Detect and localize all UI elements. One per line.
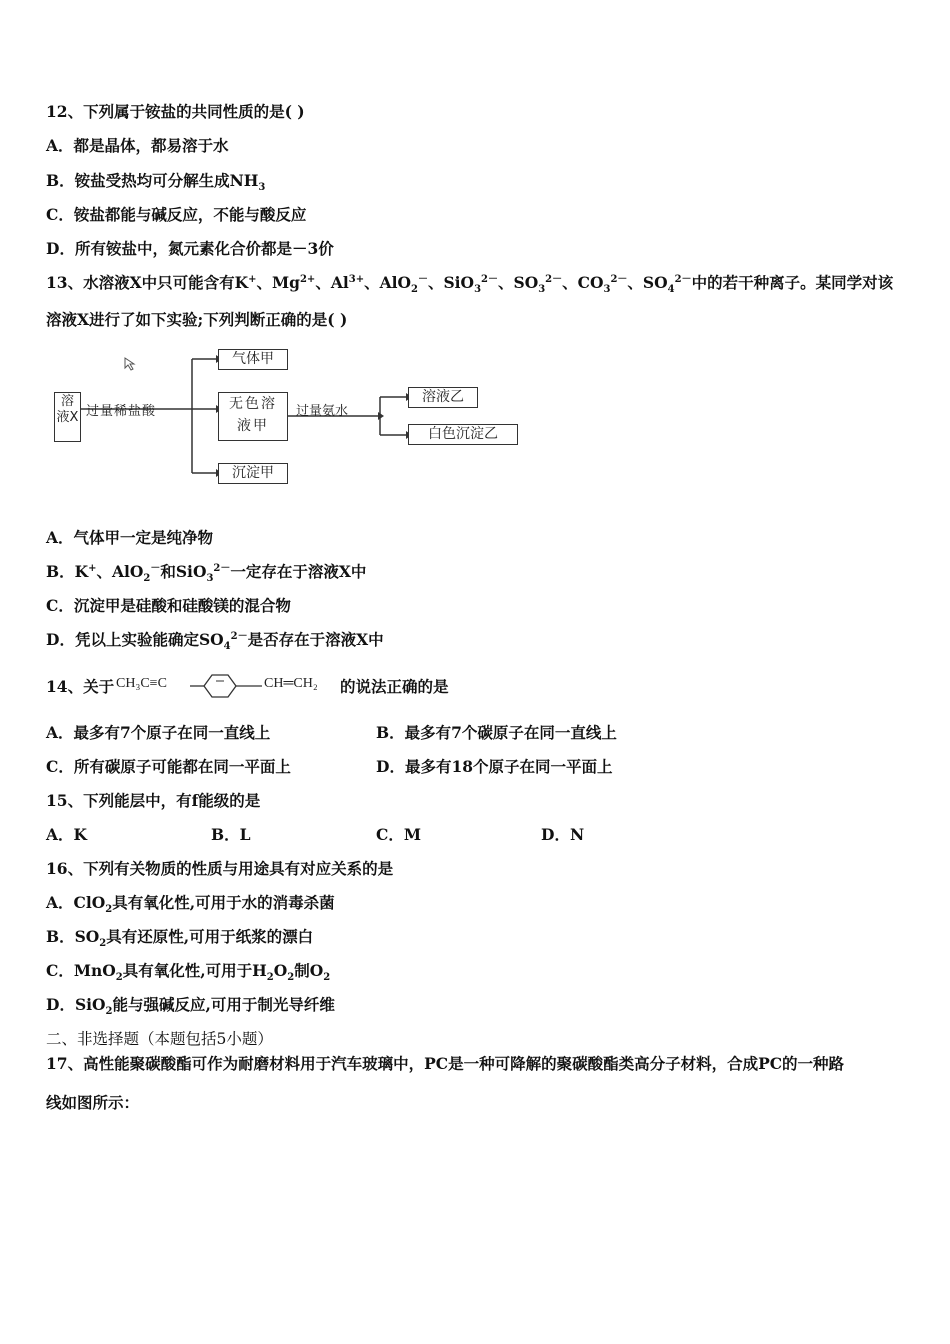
q14-option-b: B．最多有7个碳原子在同一直线上 [376, 723, 617, 742]
q13-option-d: D．凭以上实验能确定$SO_4^{2-}$是否存在于溶液X中 [46, 630, 384, 653]
reagent-ammonia-label: 过量氨水 [296, 404, 349, 419]
q16-option-b: B．$SO_2$具有还原性,可用于纸浆的漂白 [46, 927, 314, 950]
q14-stem-suffix: 的说法正确的是 [340, 677, 449, 696]
q14-option-a: A．最多有7个原子在同一直线上 [46, 723, 271, 742]
q16-option-a: A．ClO$_2$具有氧化性,可用于水的消毒杀菌 [46, 893, 335, 916]
q14-option-d: D．最多有18个原子在同一平面上 [376, 757, 613, 776]
flow-arrows [0, 340, 950, 500]
q13-option-a: A．气体甲一定是纯净物 [46, 528, 214, 547]
q12-option-d: D．所有铵盐中，氮元素化合价都是－3价 [46, 239, 334, 258]
q17-stem-line2: 线如图所示： [46, 1093, 140, 1112]
q13-flow-diagram [0, 340, 950, 500]
q15-option-a: A．K [46, 825, 87, 844]
q14-molecule-structure [116, 670, 338, 702]
q16-stem: 16、下列有关物质的性质与用途具有对应关系的是 [46, 859, 394, 878]
q17-stem-line1: 17、高性能聚碳酸酯可作为耐磨材料用于汽车玻璃中，PC是一种可降解的聚碳酸酯类高分子材料，合成PC的一种路 [46, 1054, 845, 1073]
molecule-left-label: CH₃C≡C [116, 676, 167, 691]
q13-option-b: B．K+、AlO$_2$－和SiO$_3^{2-}$一定存在于溶液X中 [46, 562, 367, 585]
q12-option-c: C．铵盐都能与碱反应，不能与酸反应 [46, 205, 307, 224]
q15-option-d: D．N [541, 825, 585, 844]
cursor-icon [125, 358, 134, 370]
box-solution-x: 溶液X [54, 392, 81, 442]
q14-option-c: C．所有碳原子可能都在同一平面上 [46, 757, 291, 776]
box-precipitate: 沉淀甲 [218, 463, 288, 484]
q16-option-c: C．MnO$_2$具有氧化性,可用于$H_2O_2$制$O_2$ [46, 961, 331, 984]
q12-option-a: A．都是晶体，都易溶于水 [46, 136, 229, 155]
q16-option-d: D．SiO$_2$能与强碱反应,可用于制光导纤维 [46, 995, 335, 1018]
reagent-hcl-label: 过量稀盐酸 [86, 404, 157, 419]
q14-stem-prefix: 14、关于 [46, 677, 115, 696]
box-colorless-solution: 无色溶液甲 [218, 392, 288, 441]
box-gas: 气体甲 [218, 349, 288, 370]
box-white-precipitate: 白色沉淀乙 [408, 424, 518, 445]
q12-stem: 12、下列属于铵盐的共同性质的是( ) [46, 102, 305, 121]
section-2-heading: 二、非选择题（本题包括5小题） [46, 1030, 273, 1048]
q12-option-b: B．铵盐受热均可分解生成$NH_3$ [46, 171, 266, 194]
q13-stem: 13、水溶液X中只可能含有K+、$Mg^{2+}$、$Al^{3+}$、AlO$_2$－、SiO$_3^{2-}$、$SO_3^{2-}$、$CO_3^{2-}$、$SO_4^{2-}$中的若干种离子。某同学对该 [46, 273, 894, 296]
q15-stem: 15、下列能层中，有f能级的是 [46, 791, 261, 810]
box-solution-b: 溶液乙 [408, 387, 478, 408]
q13-option-c: C．沉淀甲是硅酸和硅酸镁的混合物 [46, 596, 291, 615]
q15-option-c: C．M [376, 825, 421, 844]
q15-option-b: B．L [211, 825, 251, 844]
molecule-right-label: CH═CH₂ [264, 676, 318, 691]
q13-stem-line2: 溶液X进行了如下实验;下列判断正确的是( ) [46, 310, 348, 329]
